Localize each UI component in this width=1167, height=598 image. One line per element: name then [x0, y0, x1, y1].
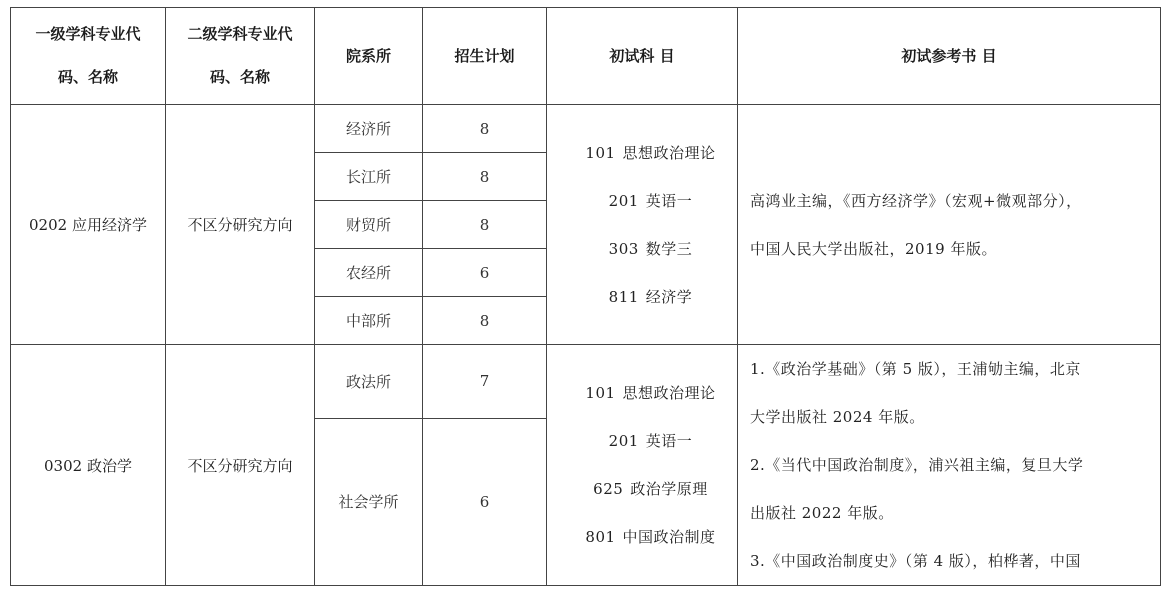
- enrollment-plan-cell: 8: [423, 153, 547, 201]
- subject-line: [547, 129, 737, 177]
- enrollment-plan-cell: 7: [423, 345, 547, 419]
- enrollment-plan-cell: 8: [423, 105, 547, 153]
- admissions-table: [10, 7, 1161, 586]
- department-cell: 政法所: [315, 345, 423, 419]
- subject-line: [547, 369, 737, 417]
- header-row: [11, 8, 1161, 105]
- second-discipline-cell: 不区分研究方向: [166, 345, 315, 586]
- exam-subjects-cell: [547, 105, 738, 345]
- enrollment-plan-cell: 8: [423, 201, 547, 249]
- table-row: [11, 345, 1161, 419]
- subject-code: 625: [593, 480, 624, 498]
- department-cell: 经济所: [315, 105, 423, 153]
- book-line: 3.《中国政治制度史》（第 4 版），柏桦著，中国: [750, 552, 1081, 570]
- subject-name: 思想政治理论: [622, 143, 716, 162]
- subject-code: 201: [608, 191, 639, 210]
- subject-name: 经济学: [645, 287, 693, 306]
- subject-line: [547, 273, 737, 321]
- header-first-discipline: [11, 8, 166, 105]
- subject-line: [547, 417, 737, 465]
- department-cell: 长江所: [315, 153, 423, 201]
- exam-subjects-cell: [547, 345, 738, 586]
- reference-books-cell: [738, 345, 1161, 586]
- book-line: 出版社 2022 年版。: [750, 504, 894, 522]
- first-discipline-cell: 0202 应用经济学: [11, 105, 166, 345]
- table-row: [11, 105, 1161, 153]
- book-line: 1.《政治学基础》（第 5 版），王浦劬主编，北京: [750, 360, 1081, 378]
- department-cell: 财贸所: [315, 201, 423, 249]
- department-cell: 社会学所: [315, 418, 423, 585]
- enrollment-plan-cell: 8: [423, 297, 547, 345]
- subject-line: [547, 465, 737, 513]
- subject-name: 政治学原理: [630, 480, 708, 498]
- header-exam-subjects-label: 初试科 目: [609, 46, 675, 65]
- header-department-label: 院系所: [345, 46, 391, 65]
- header-second-discipline-label: 二级学科专业代码、名称: [187, 25, 293, 86]
- header-first-discipline-label: 一级学科专业代码、名称: [35, 25, 141, 86]
- department-cell: 中部所: [315, 297, 423, 345]
- subject-line: [547, 177, 737, 225]
- enrollment-plan-cell: 6: [423, 249, 547, 297]
- header-reference-books: [738, 8, 1161, 105]
- subject-code: 811: [608, 287, 639, 306]
- book-line: 2.《当代中国政治制度》，浦兴祖主编，复旦大学: [750, 456, 1084, 474]
- second-discipline-cell: 不区分研究方向: [166, 105, 315, 345]
- subject-code: 201: [608, 432, 639, 450]
- subject-name: 英语一: [645, 432, 693, 450]
- header-second-discipline: [166, 8, 315, 105]
- book-line: 大学出版社 2024 年版。: [750, 408, 925, 426]
- header-exam-subjects: [547, 8, 738, 105]
- subject-line: [547, 513, 737, 561]
- book-line: 中国人民大学出版社，2019 年版。: [750, 239, 997, 258]
- reference-books-text: [738, 345, 1160, 585]
- header-enrollment-plan: [423, 8, 547, 105]
- subject-code: 101: [585, 143, 616, 162]
- header-enrollment-plan-label: 招生计划: [454, 46, 515, 65]
- enrollment-plan-cell: 6: [423, 418, 547, 585]
- subject-code: 303: [608, 239, 639, 258]
- reference-books-text: [738, 177, 1160, 273]
- subject-name: 英语一: [645, 191, 693, 210]
- subject-name: 中国政治制度: [622, 528, 716, 546]
- header-reference-books-label: 初试参考书 目: [901, 46, 997, 65]
- book-line: 高鸿业主编，《西方经济学》（宏观+微观部分），: [750, 191, 1082, 210]
- subject-name: 数学三: [645, 239, 693, 258]
- subject-line: [547, 225, 737, 273]
- reference-books-cell: [738, 105, 1161, 345]
- header-department: [315, 8, 423, 105]
- first-discipline-cell: 0302 政治学: [11, 345, 166, 586]
- department-cell: 农经所: [315, 249, 423, 297]
- subject-code: 801: [585, 528, 616, 546]
- subject-code: 101: [585, 384, 616, 402]
- subject-name: 思想政治理论: [622, 384, 716, 402]
